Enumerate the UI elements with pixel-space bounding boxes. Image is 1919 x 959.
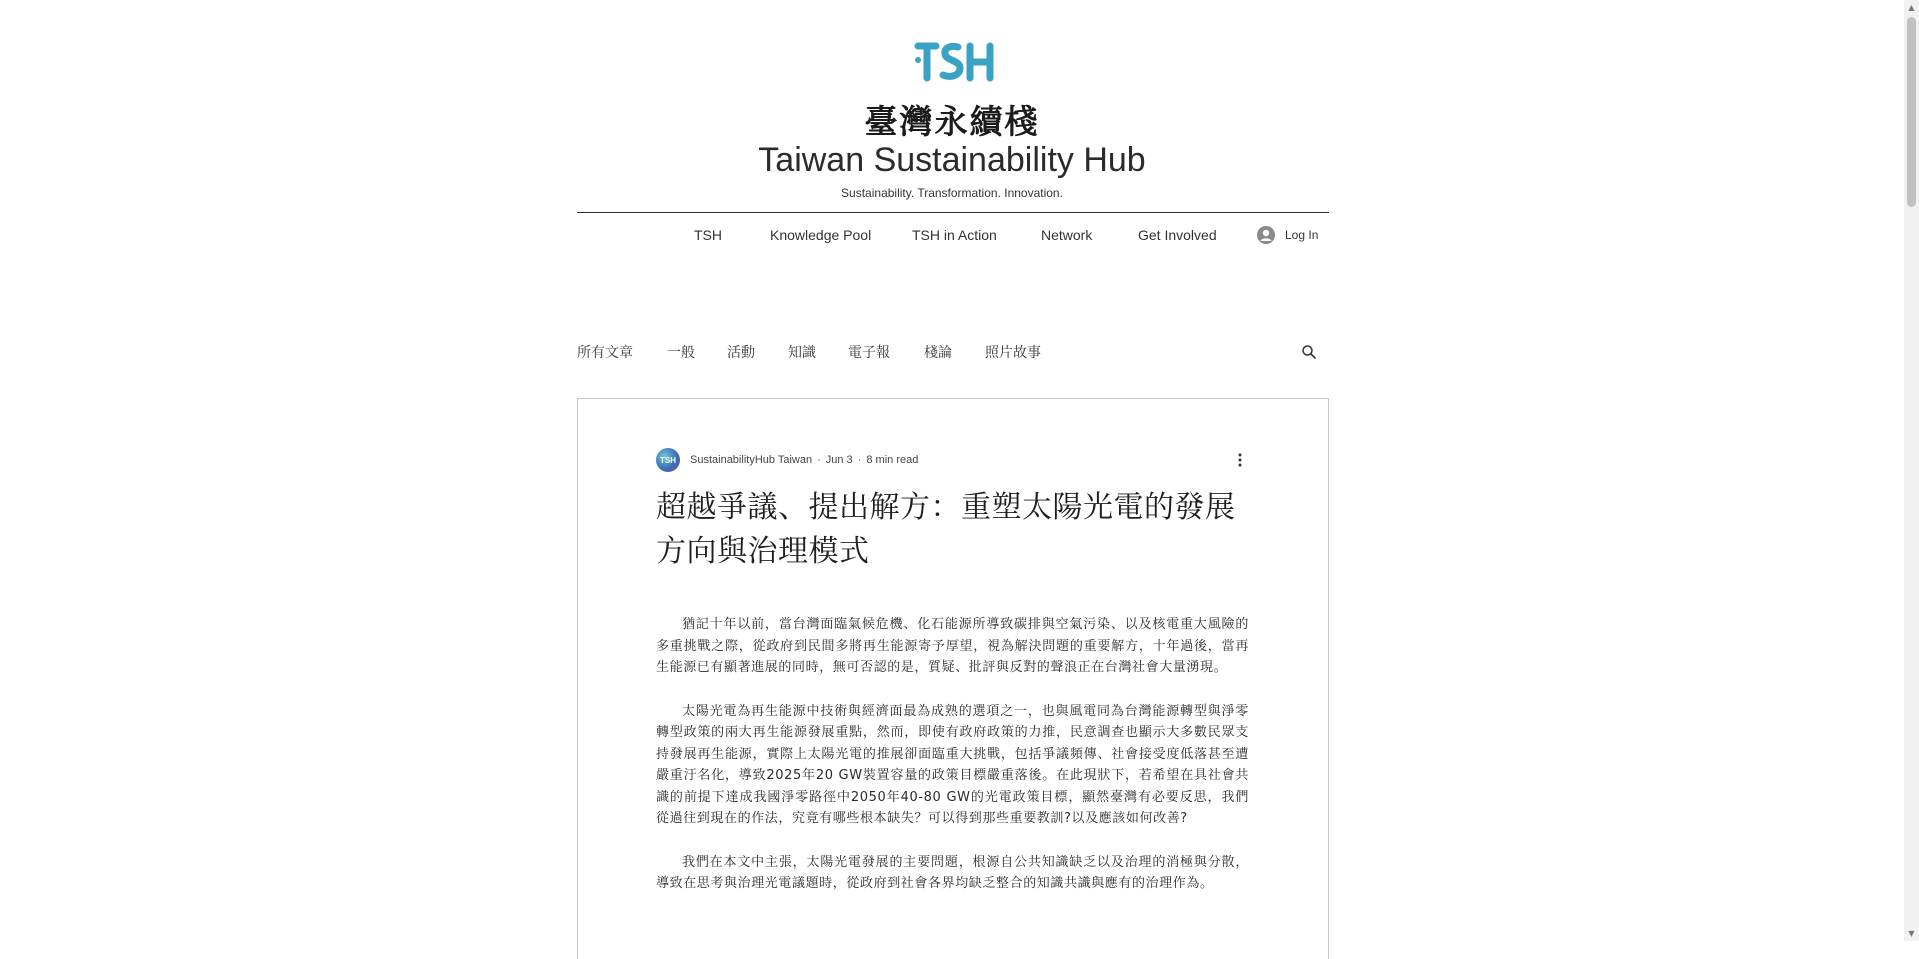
blog-category-bar	[577, 340, 1329, 364]
login-label: Log In	[1285, 228, 1319, 242]
category-photo-stories[interactable]: 照片故事	[985, 345, 1041, 361]
author-name[interactable]: SustainabilityHub Taiwan	[690, 454, 813, 466]
header-divider	[577, 212, 1329, 213]
post-meta-text: SustainabilityHub Taiwan · Jun 3 · 8 min read	[690, 454, 919, 466]
post-body	[656, 614, 1249, 917]
read-time: 8 min read	[866, 454, 919, 466]
scrollbar-thumb[interactable]	[1907, 17, 1916, 207]
nav-item-network[interactable]: Network	[1041, 227, 1093, 243]
site-title-chinese: 臺灣永續棧	[864, 102, 1040, 141]
category-general[interactable]: 一般	[667, 345, 695, 361]
category-forum[interactable]: 棧論	[924, 345, 952, 361]
post-meta	[656, 447, 1256, 473]
scroll-down-arrow-icon[interactable]: ▼	[1908, 929, 1915, 938]
author-avatar[interactable]	[656, 448, 680, 472]
category-newsletter[interactable]: 電子報	[848, 345, 890, 361]
more-options-icon[interactable]	[1233, 450, 1247, 470]
nav-item-get-involved[interactable]: Get Involved	[1138, 227, 1217, 243]
page-scrollbar[interactable]	[1904, 0, 1919, 941]
post-paragraph: 太陽光電為再生能源中技術與經濟面最為成熟的選項之一，也與風電同為台灣能源轉型與淨零轉型政策的兩大再生能源發展重點，然而，即使有政府政策的力推，民意調查也顯示大多數民眾支持發展再生能源，實際上太陽光電的推展卻面臨重大挑戰，包括爭議頻傳、社會接受度低落甚至遭嚴重汙名化，導致2025年20 GW裝置容量的政策目標嚴重落後。在此現狀下，若希望在具社會共識的前提下達成我國淨零路徑中2050年40-80 GW的光電政策目標，顯然臺灣有必要反思，我們從過往到現在的作法，究竟有哪些根本缺失？可以得到那些重要教訓?以及應該如何改善?	[656, 703, 1249, 826]
author-avatar-text: TSH	[660, 455, 676, 465]
scroll-up-arrow-icon[interactable]: ▲	[1908, 3, 1915, 12]
site-tagline: Sustainability. Transformation. Innovation.	[841, 186, 1063, 200]
tsh-logo[interactable]	[914, 38, 994, 84]
nav-item-tsh-in-action[interactable]: TSH in Action	[912, 227, 997, 243]
user-avatar-icon	[1257, 226, 1275, 244]
login-button[interactable]	[1257, 224, 1318, 246]
category-all-posts[interactable]: 所有文章	[577, 345, 633, 361]
nav-item-tsh[interactable]: TSH	[694, 227, 722, 243]
main-nav	[577, 224, 1329, 246]
nav-item-knowledge-pool[interactable]: Knowledge Pool	[770, 227, 872, 243]
category-events[interactable]: 活動	[727, 345, 755, 361]
post-paragraph: 猶記十年以前，當台灣面臨氣候危機、化石能源所導致碳排與空氣污染、以及核電重大風險的多重挑戰之際，從政府到民間多將再生能源寄予厚望，視為解決問題的重要解方，十年過後，當再生能源已有顯著進展的同時，無可否認的是，質疑、批評與反對的聲浪正在台灣社會大量湧現。	[656, 617, 1249, 675]
post-title: 超越爭議、提出解方：重塑太陽光電的發展方向與治理模式	[656, 490, 1236, 569]
post-date: Jun 3	[825, 454, 853, 466]
post-paragraph: 我們在本文中主張，太陽光電發展的主要問題，根源自公共知識缺乏以及治理的消極與分散，導致在思考與治理光電議題時，從政府到社會各界均缺乏整合的知識共識與應有的治理作為。	[656, 854, 1249, 891]
site-title-english: Taiwan Sustainability Hub	[758, 141, 1146, 179]
search-icon[interactable]	[1301, 344, 1317, 360]
category-knowledge[interactable]: 知識	[788, 345, 816, 361]
